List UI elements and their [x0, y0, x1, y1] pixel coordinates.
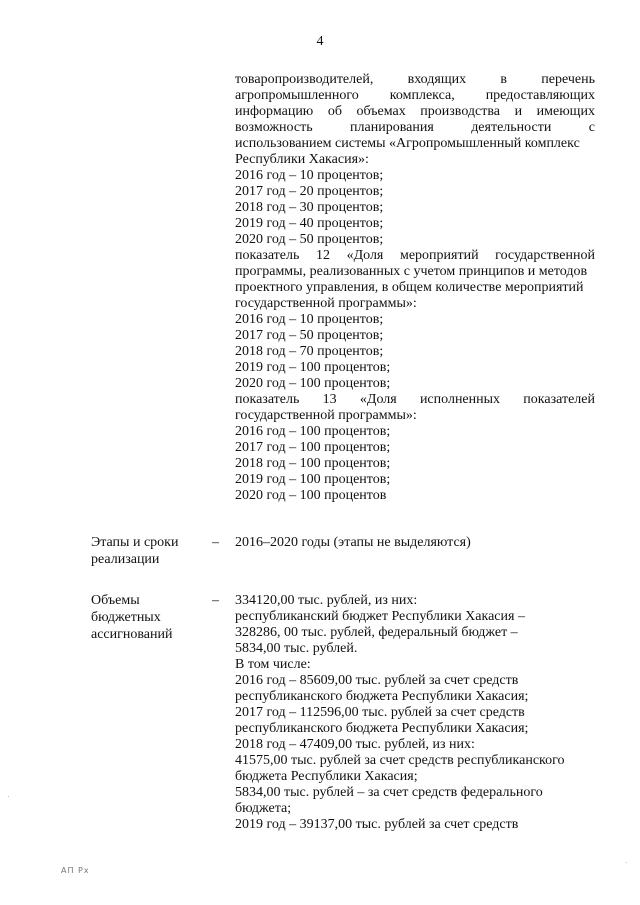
text-line: государственной программы»: [235, 408, 417, 423]
word: производства [420, 104, 501, 119]
word: входящих [407, 72, 467, 87]
word: планирования [350, 120, 434, 135]
page-number: 4 [316, 34, 324, 49]
funding-line: В том числе: [235, 657, 311, 672]
word: исполненных [419, 392, 501, 407]
funding-line: 5834,00 тыс. рублей – за счет средств федерального [235, 785, 543, 800]
funding-line: 41575,00 тыс. рублей за счет средств республиканского [235, 753, 565, 768]
word: агропромышленного [235, 88, 359, 103]
text-line: проектного управления, в общем количестве мероприятий [235, 280, 584, 295]
text-line: программы, реализованных с учетом принципов и методов [235, 264, 588, 279]
text-line: 2018 год – 70 процентов; [235, 344, 384, 359]
text-line: 2016 год – 10 процентов; [235, 168, 384, 183]
text-line: 2020 год – 100 процентов; [235, 376, 391, 391]
justified-line [235, 72, 595, 88]
funding-line: республиканский бюджет Республики Хакасия – [235, 609, 525, 624]
word: «Доля [346, 248, 384, 263]
stages-value: 2016–2020 годы (этапы не выделяются) [235, 535, 471, 550]
text-line: 2018 год – 100 процентов; [235, 456, 391, 471]
text-line: 2020 год – 50 процентов; [235, 232, 384, 247]
word: в [500, 72, 508, 87]
text-line: 2017 год – 50 процентов; [235, 328, 384, 343]
stages-label: Этапы и сроки [91, 535, 179, 550]
indicator-12-heading [235, 248, 595, 264]
word: перечень [541, 72, 595, 87]
word: имеющих [536, 104, 595, 119]
word: показателей [523, 392, 595, 407]
funding-line: 334120,00 тыс. рублей, из них: [235, 593, 418, 608]
text-line: 2020 год – 100 процентов [235, 488, 387, 503]
text-line: 2017 год – 20 процентов; [235, 184, 384, 199]
scan-speck [626, 862, 627, 863]
funding-line: 328286, 00 тыс. рублей, федеральный бюджет – [235, 625, 518, 640]
text-line: использованием системы «Агропромышленный комплекс [235, 136, 580, 151]
word: деятельности [471, 120, 552, 135]
word: возможность [235, 120, 313, 135]
text-line: 2018 год – 30 процентов; [235, 200, 384, 215]
stages-label: реализации [91, 552, 160, 567]
text-line: государственной программы»: [235, 296, 417, 311]
justified-line [235, 104, 595, 120]
word: показатель [235, 392, 300, 407]
justified-line [235, 120, 595, 136]
justified-line [235, 88, 595, 104]
word: предоставляющих [485, 88, 595, 103]
funding-line: республиканского бюджета Республики Хакасия; [235, 721, 529, 736]
funding-line: республиканского бюджета Республики Хакасия; [235, 689, 529, 704]
word: товаропроизводителей, [235, 72, 374, 87]
text-line: 2019 год – 40 процентов; [235, 216, 384, 231]
funding-line: бюджета Республики Хакасия; [235, 769, 418, 784]
text-line: 2019 год – 100 процентов; [235, 360, 391, 375]
word: с [588, 120, 595, 135]
funding-line: 2016 год – 85609,00 тыс. рублей за счет средств [235, 673, 519, 688]
word: об [327, 104, 342, 119]
text-line: 2016 год – 100 процентов; [235, 424, 391, 439]
word: «Доля [359, 392, 397, 407]
funding-line: бюджета; [235, 801, 292, 816]
text-line: 2016 год – 10 процентов; [235, 312, 384, 327]
indicator-13-heading [235, 392, 595, 408]
word: и [514, 104, 523, 119]
word: показатель [235, 248, 300, 263]
text-line: Республики Хакасия»: [235, 152, 369, 167]
stages-dash: – [212, 535, 219, 550]
word: 13 [322, 392, 337, 407]
funding-label: ассигнований [91, 627, 173, 642]
word: 12 [315, 248, 330, 263]
funding-line: 2019 год – 39137,00 тыс. рублей за счет средств [235, 817, 519, 832]
footer-stamp: АП Рх [61, 866, 90, 875]
word: комплекса, [389, 88, 455, 103]
funding-line: 5834,00 тыс. рублей. [235, 641, 358, 656]
funding-label: Объемы [91, 593, 140, 608]
funding-line: 2018 год – 47409,00 тыс. рублей, из них: [235, 737, 475, 752]
funding-dash: – [212, 593, 219, 608]
text-line: 2017 год – 100 процентов; [235, 440, 391, 455]
word: государственной [495, 248, 595, 263]
text-line: 2019 год – 100 процентов; [235, 472, 391, 487]
funding-line: 2017 год – 112596,00 тыс. рублей за счет средств [235, 705, 525, 720]
word: мероприятий [399, 248, 479, 263]
scan-speck [8, 796, 9, 797]
word: объемах [356, 104, 406, 119]
word: информацию [235, 104, 314, 119]
funding-label: бюджетных [91, 610, 161, 625]
